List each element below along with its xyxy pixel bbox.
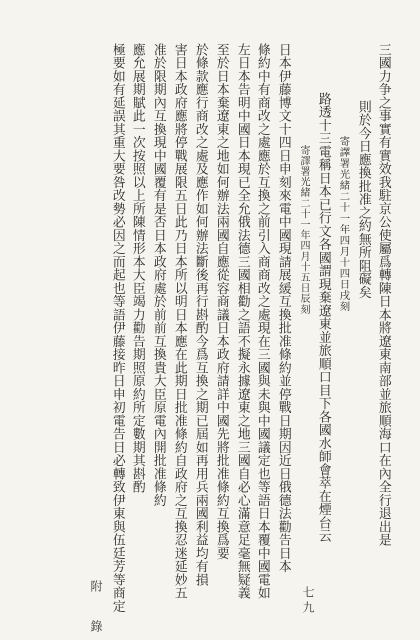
text-column: 路透十三電稱日本已行文各國謂現棄遼東並旅順口目下各國水師會萃在煙台云 (315, 92, 331, 543)
text-column: 條約中有商改之處應於互換之前引入商商改之處現在三國與未與中國議定也等語日本覆中國電如 (254, 43, 270, 600)
text-column: 三國力争之事實有實效我駐京公使屬爲轉陳日本將遼東南部並旅順海口在內全行退出是 (375, 43, 391, 547)
text-column: 應允展期賦此一次按照以上所陳情形本大臣竭力勸告期照原約所定數期其斟酌 (129, 43, 145, 494)
text-column: 左日本告明中國日本現已全允俄法德三國相勸之語不擬永據遼東之地三國自必心滿意足毫無疑義 (234, 43, 250, 600)
text-column: 極要如有延誤其重大要咎改勢必因之而起也等語伊藤接昨日申初電告日必轉致伊東與伍廷芳等商定 (109, 43, 125, 613)
telegram-heading: 寄譯署光緒二十一年四月十四日戌刻 (337, 136, 350, 312)
text-column: 准於限期內互換現中國覆有是否日本政府處於前前互換貴大臣原電內開批准條約 (150, 43, 166, 507)
text-column: 日本伊藤博文十四日申刻來電中國現請展緩互換批准條約並停戰日期因近日俄德法勸告日本 (275, 43, 291, 573)
page-number: 七九 (301, 586, 315, 616)
appendix-label: 附 錄 (89, 580, 103, 640)
telegram-heading: 寄譯署光緒二十一年四月十五日辰刻 (298, 145, 309, 315)
text-column: 則於今日應換批准之約無所阻礙矣 (355, 100, 371, 299)
text-column: 於條款應行商改之處及應作如何辦法斷後再行斟酌今爲互換之期已屆如再用兵兩國利益均有損 (192, 43, 208, 587)
text-column: 至於日本棄遼東之地如何辦法兩國自應從容商議日本政府請詳中國先將批准條約互換爲要 (213, 43, 229, 560)
text-column: 害日本政府應將停戰展限五日此乃日本所以明日本應在此期日批准條約自政府之互換忍迷延妙五 (171, 43, 187, 600)
